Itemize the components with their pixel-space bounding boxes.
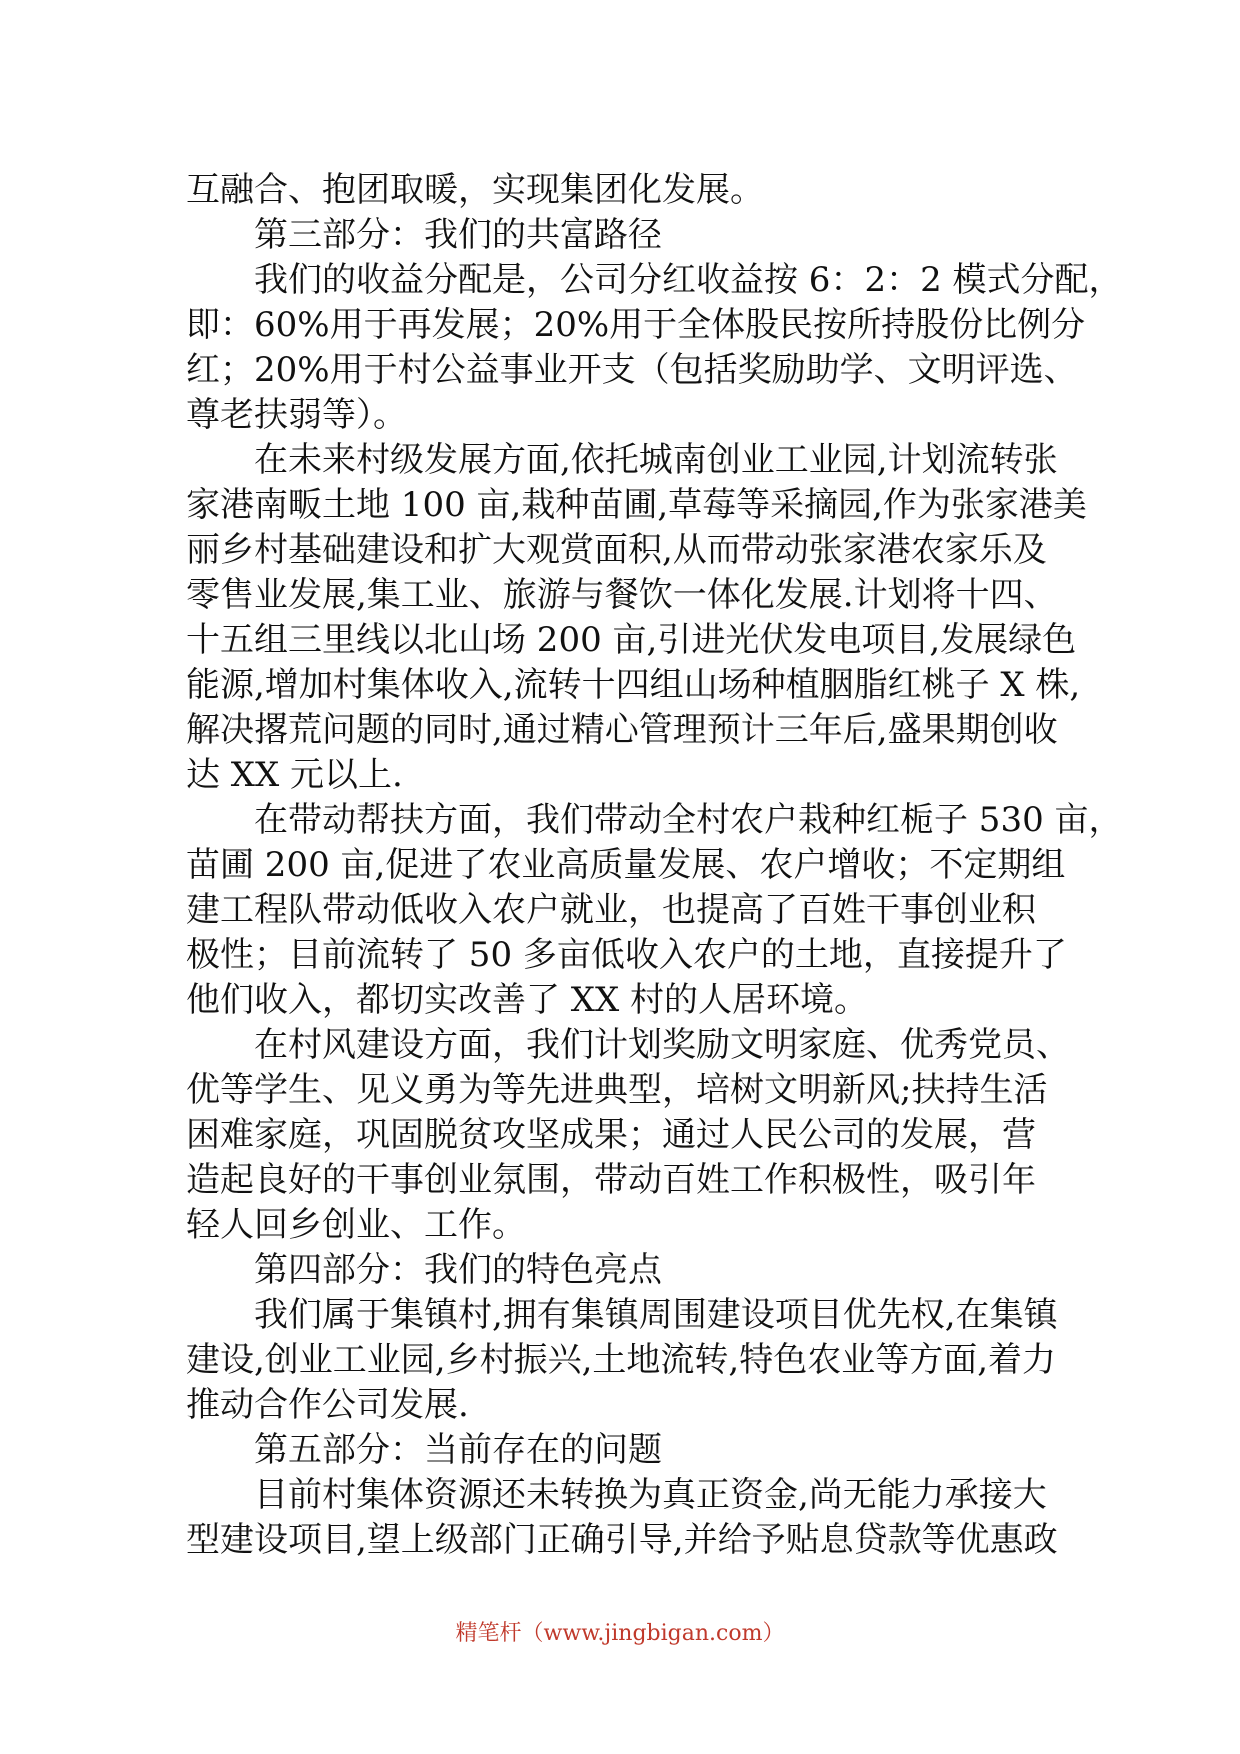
document-body [186,168,1123,1563]
body-text-line: 在未来村级发展方面,依托城南创业工业园,计划流转张 [254,440,1058,480]
body-text-line: 丽乡村基础建设和扩大观赏面积,从而带动张家港农家乐及 [186,530,1047,570]
body-text-line: 家港南畈土地 100 亩,栽种苗圃,草莓等采摘园,作为张家港美 [186,485,1087,525]
body-text-line: 轻人回乡创业、工作。 [186,1205,526,1245]
body-text-line: 建工程队带动低收入农户就业，也提高了百姓干事创业积 [186,890,1036,930]
body-text-line: 型建设项目,望上级部门正确引导,并给予贴息贷款等优惠政 [186,1520,1058,1560]
body-text-line: 能源,增加村集体收入,流转十四组山场种植胭脂红桃子 X 株, [186,665,1081,705]
body-text-line: 我们属于集镇村,拥有集镇周围建设项目优先权,在集镇 [254,1295,1058,1335]
body-text-line: 建设,创业工业园,乡村振兴,土地流转,特色农业等方面,着力 [186,1340,1057,1380]
body-text-line: 解决撂荒问题的同时,通过精心管理预计三年后,盛果期创收 [186,710,1058,750]
body-text-line: 在带动帮扶方面，我们带动全村农户栽种红栀子 530 亩， [254,800,1123,840]
body-text-line: 互融合、抱团取暖，实现集团化发展。 [186,170,764,210]
body-text-line: 目前村集体资源还未转换为真正资金,尚无能力承接大 [254,1475,1047,1515]
section-heading-4: 第四部分：我们的特色亮点 [254,1250,662,1290]
body-text-line: 优等学生、见义勇为等先进典型，培树文明新风;扶持生活 [186,1070,1048,1110]
body-text-line: 即：60%用于再发展；20%用于全体股民按所持股份比例分 [186,305,1086,345]
section-heading-5: 第五部分：当前存在的问题 [254,1430,662,1470]
footer-watermark-link[interactable]: 精笔杆（www.jingbigan.com） [455,1621,785,1646]
body-text-line: 我们的收益分配是，公司分红收益按 6：2：2 模式分配， [254,260,1123,300]
body-text-line: 极性；目前流转了 50 多亩低收入农户的土地，直接提升了 [186,935,1067,975]
body-text-line: 零售业发展,集工业、旅游与餐饮一体化发展.计划将十四、 [186,575,1058,615]
body-text-line: 达 XX 元以上. [186,755,403,795]
body-text-line: 尊老扶弱等）。 [186,395,407,435]
body-text-line: 十五组三里线以北山场 200 亩,引进光伏发电项目,发展绿色 [186,620,1077,660]
body-text-line: 他们收入，都切实改善了 XX 村的人居环境。 [186,980,869,1020]
section-heading-3: 第三部分：我们的共富路径 [254,215,662,255]
body-text-line: 红；20%用于村公益事业开支（包括奖励助学、文明评选、 [186,350,1078,390]
body-text-line: 造起良好的干事创业氛围，带动百姓工作积极性，吸引年 [186,1160,1036,1200]
body-text-line: 苗圃 200 亩,促进了农业高质量发展、农户增收；不定期组 [186,845,1066,885]
body-text-line: 困难家庭，巩固脱贫攻坚成果；通过人民公司的发展，营 [186,1115,1036,1155]
body-text-line: 在村风建设方面，我们计划奖励文明家庭、优秀党员、 [254,1025,1070,1065]
body-text-line: 推动合作公司发展. [186,1385,469,1425]
